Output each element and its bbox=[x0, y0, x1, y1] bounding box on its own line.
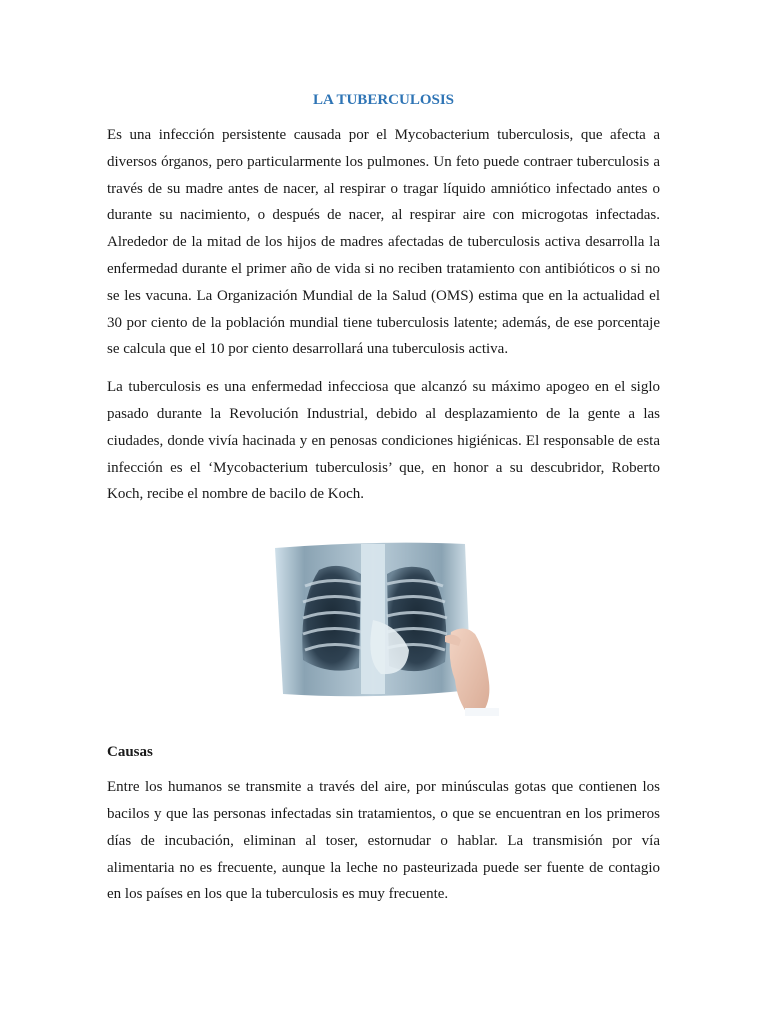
document-page bbox=[107, 90, 660, 919]
sleeve-image bbox=[465, 708, 499, 716]
document-title: LA TUBERCULOSIS bbox=[312, 92, 455, 108]
causes-paragraph: Entre los humanos se transmite a través del aire, por minúsculas gotas que contienen los bacilos y que las personas infectadas sin tratamientos, o que se encuentran en los primeros días de incubación, eliminan al toser, estornudar o hablar. La transmisión por vía alimentaria no es frecuente, aunque la leche no pasteurizada puede ser fuente de contagio en los países en los que la tuberculosis es muy frecuente. bbox=[107, 779, 660, 903]
history-paragraph: La tuberculosis es una enfermedad infecciosa que alcanzó su máximo apogeo en el siglo pasado durante la Revolución Industrial, debido al desplazamiento de la gente a las ciudades, donde vivía hacinada y en penosas condiciones higiénicas. El responsable de esta infección es el ‘Mycobacterium tuberculosis’ que, en honor a su descubridor, Roberto Koch, recibe el nombre de bacilo de Koch. bbox=[107, 379, 660, 503]
chest-xray-image bbox=[269, 540, 499, 716]
section-heading-causas: Causas bbox=[107, 744, 153, 761]
intro-paragraph: Es una infección persistente causada por el Mycobacterium tuberculosis, que afecta a diversos órganos, pero particularmente los pulmones. Un feto puede contraer tuberculosis a través de su madre antes de nacer, al respirar o tragar líquido amniótico infectado antes o durante su nacimiento, o después de nacer, al respirar aire con microgotas infectadas. Alrededor de la mitad de los hijos de madres afectadas de tuberculosis activa desarrolla la enfermedad durante el primer año de vida si no reciben tratamiento con antibióticos o si no se les vacuna. La Organización Mundial de la Salud (OMS) estima que en la actualidad el 30 por ciento de la población mundial tiene tuberculosis latente; además, de ese porcentaje se calcula que el 10 por ciento desarrollará una tuberculosis activa. bbox=[107, 127, 660, 358]
